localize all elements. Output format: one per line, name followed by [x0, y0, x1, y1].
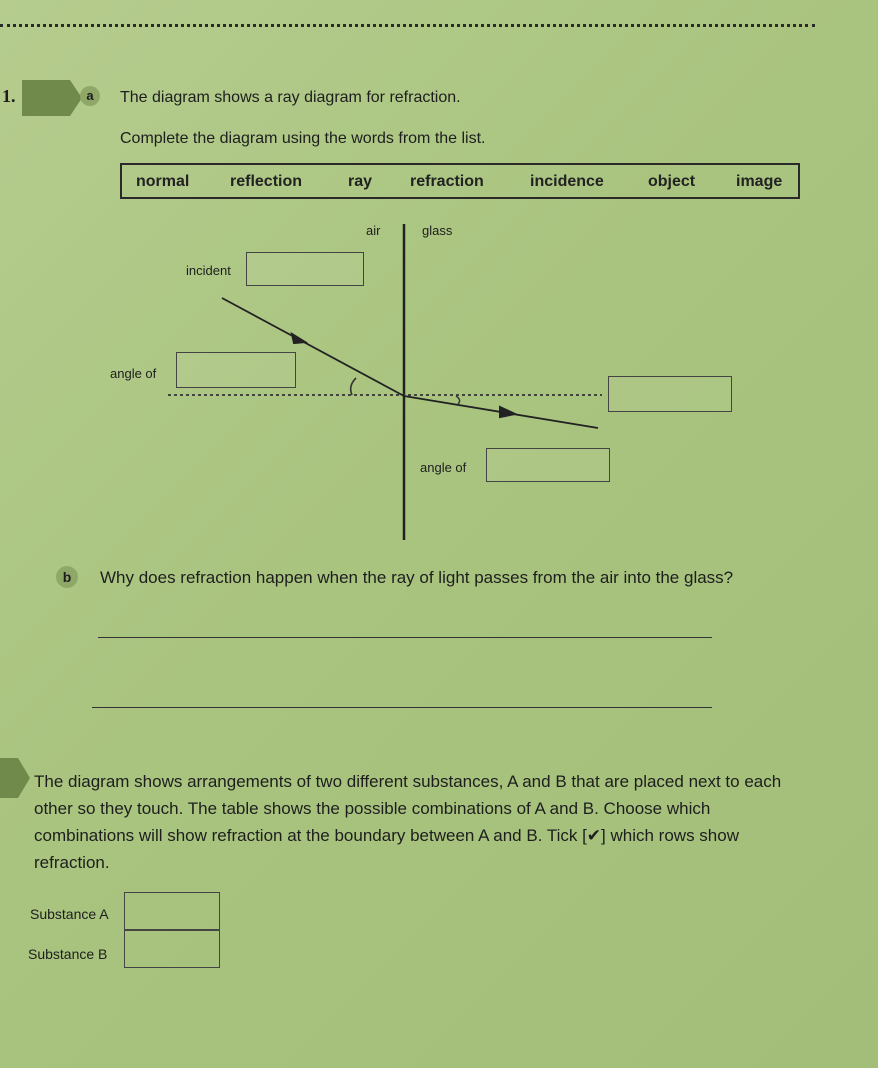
answer-line-1[interactable]: [98, 637, 712, 638]
word-incidence: incidence: [530, 173, 604, 190]
word-refraction: refraction: [410, 173, 484, 190]
angle-of-incidence-arc: [351, 378, 356, 395]
part-a-intro: The diagram shows a ray diagram for refraction.: [120, 89, 461, 106]
word-object: object: [648, 173, 696, 190]
part-b-question: Why does refraction happen when the ray of light passes from the air into the glass?: [100, 568, 734, 587]
substance-a-label: Substance A: [30, 906, 109, 922]
substance-b-label: Substance B: [28, 946, 108, 962]
question-number: 1.: [2, 86, 16, 106]
angle-of-upper-label: angle of: [110, 366, 157, 381]
refracted-arrow: [500, 407, 515, 417]
angle-of-refraction-answer-box[interactable]: [486, 448, 610, 482]
glass-label: glass: [422, 223, 453, 238]
part-a-label: a: [80, 86, 100, 106]
angle-of-incidence-answer-box[interactable]: [176, 352, 296, 388]
incident-answer-box[interactable]: [246, 252, 364, 286]
incident-label: incident: [186, 263, 231, 278]
angle-of-lower-label: angle of: [420, 460, 467, 475]
part-a-instruction: Complete the diagram using the words from the list.: [120, 130, 486, 147]
word-image: image: [736, 173, 783, 190]
part-b-label: b: [56, 566, 78, 588]
normal-answer-box[interactable]: [608, 376, 732, 412]
angle-of-refraction-arc: [456, 396, 460, 404]
question-2-text: The diagram shows arrangements of two different substances, A and B that are placed next to each other so they touch. The table shows the possible combinations of A and B. Choose which combinations will show refraction at the boundary between A and B. Tick [✔] which rows show refraction.: [34, 772, 782, 872]
word-reflection: reflection: [230, 173, 303, 190]
word-normal: normal: [136, 173, 190, 190]
question-2-tab-marker: [0, 758, 30, 798]
air-label: air: [366, 223, 381, 238]
substance-a-cell[interactable]: [124, 892, 220, 930]
incident-arrow: [292, 334, 305, 343]
substance-b-cell[interactable]: [124, 930, 220, 968]
answer-line-2[interactable]: [92, 707, 712, 708]
word-ray: ray: [348, 173, 373, 190]
